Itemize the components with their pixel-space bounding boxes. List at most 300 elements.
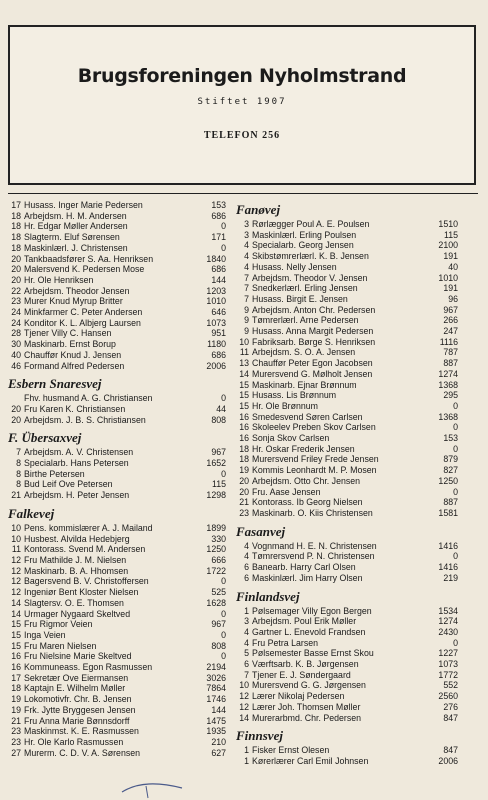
- phone-number: 115: [443, 229, 458, 240]
- phone-number: 0: [453, 486, 458, 497]
- directory-entry: [8, 447, 226, 458]
- directory-entry: [236, 638, 458, 649]
- resident-name: Husass. Inger Marie Pedersen: [24, 200, 143, 210]
- directory-entry: [8, 307, 226, 318]
- phone-number: 96: [448, 293, 458, 304]
- directory-entry: [8, 200, 226, 211]
- phone-number: 1899: [206, 522, 226, 533]
- resident-name: Kommuneass. Egon Rasmussen: [24, 662, 153, 673]
- house-number: 23: [239, 507, 249, 518]
- house-number: [8, 393, 24, 404]
- resident-name: Murerarbmd. Chr. Pedersen: [252, 712, 362, 723]
- directory-entry: [236, 487, 458, 498]
- house-number: 40: [11, 349, 21, 360]
- phone-number: 666: [211, 554, 226, 565]
- house-number: 12: [11, 554, 21, 565]
- resident-name: Husass. Nelly Jensen: [252, 261, 337, 272]
- resident-name: Chauffør Peter Egon Jacobsen: [252, 358, 373, 369]
- house-number: 9: [244, 315, 249, 326]
- phone-number: 1010: [206, 296, 226, 307]
- phone-number: 1274: [438, 368, 458, 379]
- resident-name: Bud Leif Ove Petersen: [24, 479, 113, 490]
- house-number: 1: [244, 755, 249, 766]
- directory-entry: [8, 221, 226, 232]
- house-number: 16: [239, 433, 249, 444]
- resident-name: Murersvend G. Mølholt Jensen: [252, 368, 373, 379]
- resident-name: Arbejdsm. Poul Erik Møller: [252, 616, 357, 627]
- resident-name: Maskinmst. K. E. Rasmussen: [24, 726, 139, 737]
- house-number: 10: [239, 336, 249, 347]
- directory-entry: [8, 232, 226, 243]
- resident-name: Rørlægger Poul A. E. Poulsen: [252, 219, 370, 229]
- resident-name: Fabriksarb. Børge S. Henriksen: [252, 336, 376, 347]
- phone-number: 627: [211, 747, 226, 758]
- house-number: 15: [11, 619, 21, 630]
- resident-name: Arbejdsm. J. B. S. Christiansen: [24, 414, 146, 425]
- phone-number: 2006: [438, 755, 458, 766]
- house-number: 23: [11, 726, 21, 737]
- directory-entry: [8, 662, 226, 673]
- house-number: 11: [239, 347, 249, 358]
- phone-number: 1010: [438, 272, 458, 283]
- street-heading: F. Übersaxvej: [8, 430, 82, 446]
- directory-entry: [8, 286, 226, 297]
- resident-name: Formand Alfred Pedersen: [24, 360, 125, 371]
- phone-number: 2006: [206, 360, 226, 371]
- directory-entry: [8, 415, 226, 426]
- phone-number: 3026: [206, 672, 226, 683]
- house-number: 4: [244, 261, 249, 272]
- house-number: 12: [239, 691, 249, 702]
- house-number: 15: [239, 379, 249, 390]
- phone-number: 646: [211, 307, 226, 318]
- phone-number: 7864: [206, 683, 226, 694]
- directory-entry: [236, 562, 458, 573]
- directory-entry: [8, 566, 226, 577]
- resident-name: Arbejdsm. S. O. A. Jensen: [252, 347, 356, 358]
- phone-number: 266: [443, 315, 458, 326]
- resident-name: Kontorass. Svend M. Andersen: [24, 544, 146, 555]
- house-number: 14: [11, 597, 21, 608]
- house-number: 16: [11, 651, 21, 662]
- phone-number: 144: [211, 704, 226, 715]
- house-number: 24: [11, 317, 21, 328]
- directory-entry: [236, 369, 458, 380]
- phone-number: 967: [211, 619, 226, 630]
- directory-entry: [236, 380, 458, 391]
- resident-name: Værftsarb. K. B. Jørgensen: [252, 659, 359, 670]
- ad-title: Brugsforeningen Nyholmstrand: [77, 65, 407, 87]
- house-number: 20: [239, 486, 249, 497]
- phone-number: 0: [221, 608, 226, 619]
- house-number: 10: [11, 533, 21, 544]
- resident-name: Murersvend Friley Frede Jensen: [252, 454, 379, 465]
- street-heading: Fasanvej: [236, 523, 286, 539]
- resident-name: Murerm. C. D. V. A. Sørensen: [24, 747, 141, 758]
- resident-name: Fru. Aase Jensen: [252, 486, 321, 497]
- directory-entry: [236, 680, 458, 691]
- directory-entry: [8, 254, 226, 265]
- resident-name: Gartner L. Enevold Frandsen: [252, 626, 366, 637]
- directory-entry: [8, 458, 226, 469]
- phone-number: 1475: [206, 715, 226, 726]
- house-number: 20: [239, 475, 249, 486]
- directory-entry: [236, 315, 458, 326]
- house-number: 15: [11, 629, 21, 640]
- house-number: 8: [16, 458, 21, 469]
- phone-number: 1368: [438, 411, 458, 422]
- phone-number: 1203: [206, 285, 226, 296]
- resident-name: Fru Petra Larsen: [252, 637, 319, 648]
- directory-entry: [8, 683, 226, 694]
- house-number: 22: [11, 285, 21, 296]
- directory-entry: [8, 619, 226, 630]
- house-number: 16: [11, 662, 21, 673]
- phone-number: 2194: [206, 662, 226, 673]
- directory-entry: [8, 694, 226, 705]
- house-number: 3: [244, 229, 249, 240]
- resident-name: Fisker Ernst Olesen: [252, 745, 330, 756]
- phone-number: 0: [221, 629, 226, 640]
- phone-number: 153: [443, 433, 458, 444]
- resident-name: Banearb. Harry Carl Olsen: [252, 562, 356, 573]
- resident-name: Fru Karen K. Christiansen: [24, 403, 126, 414]
- resident-name: Frk. Jytte Bryggesen Jensen: [24, 704, 136, 715]
- directory-entry: [8, 328, 226, 339]
- phone-number: 153: [211, 200, 226, 210]
- phone-number: 144: [211, 274, 226, 285]
- house-number: 19: [11, 704, 21, 715]
- house-number: 18: [239, 454, 249, 465]
- house-number: 7: [244, 283, 249, 294]
- resident-name: Urmager Nygaard Skeltved: [24, 608, 131, 619]
- house-number: 30: [11, 339, 21, 350]
- resident-name: Sekretær Ove Eiermansen: [24, 672, 129, 683]
- resident-name: Hr. Oskar Frederik Jensen: [252, 443, 355, 454]
- directory-entry: [8, 576, 226, 587]
- resident-name: Slagtersv. O. E. Thomsen: [24, 597, 124, 608]
- resident-name: Tjener E. J. Søndergaard: [252, 669, 351, 680]
- resident-name: Fru Rigmor Veien: [24, 619, 93, 630]
- phone-number: 0: [453, 400, 458, 411]
- phone-number: 686: [211, 264, 226, 275]
- resident-name: Fru Anna Marie Bønnsdorff: [24, 715, 130, 726]
- directory-entry: [8, 726, 226, 737]
- resident-name: Chauffør Knud J. Jensen: [24, 349, 122, 360]
- directory-entry: [8, 748, 226, 759]
- directory-entry: [236, 294, 458, 305]
- house-number: 4: [244, 637, 249, 648]
- house-number: 16: [239, 422, 249, 433]
- directory-entry: [8, 318, 226, 329]
- phone-number: 1298: [206, 490, 226, 501]
- directory-entry: [8, 350, 226, 361]
- house-number: 4: [244, 551, 249, 562]
- house-number: 12: [11, 576, 21, 587]
- house-number: 21: [11, 490, 21, 501]
- directory-entry: [236, 573, 458, 584]
- phone-number: 1180: [207, 339, 226, 350]
- resident-name: Arbejdsm. A. V. Christensen: [24, 447, 134, 458]
- house-number: 1: [244, 745, 249, 756]
- phone-number: 1628: [206, 597, 226, 608]
- street-heading: Finnsvej: [236, 728, 283, 744]
- directory-entry: [236, 476, 458, 487]
- directory-entry: [8, 469, 226, 480]
- directory-entry: [236, 283, 458, 294]
- house-number: 18: [11, 683, 21, 694]
- directory-entry: [236, 444, 458, 455]
- resident-name: Tjener Villy C. Hansen: [24, 328, 112, 339]
- resident-name: Arbejdsm. H. Peter Jensen: [24, 490, 130, 501]
- directory-entry: [236, 756, 458, 767]
- directory-entry: [8, 705, 226, 716]
- resident-name: Fhv. husmand A. G. Christiansen: [24, 393, 153, 404]
- phone-number: 1416: [438, 540, 458, 551]
- resident-name: Husass. Lis Brønnum: [252, 390, 337, 401]
- directory-entry: [236, 551, 458, 562]
- resident-name: Lærer Nikolaj Pedersen: [252, 691, 345, 702]
- resident-name: Sonja Skov Carlsen: [252, 433, 330, 444]
- directory-entry: [236, 422, 458, 433]
- directory-entry: [8, 630, 226, 641]
- phone-number: 0: [221, 576, 226, 587]
- directory-entry: [236, 508, 458, 519]
- phone-number: 44: [216, 403, 226, 414]
- phone-number: 1534: [438, 605, 458, 616]
- house-number: 12: [239, 701, 249, 712]
- resident-name: Arbejdsm. H. M. Andersen: [24, 210, 127, 221]
- phone-number: 40: [448, 261, 458, 272]
- phone-number: 887: [443, 497, 458, 508]
- directory-entry: [8, 339, 226, 350]
- directory-entry: [8, 296, 226, 307]
- directory-entry: [8, 404, 226, 415]
- directory-entry: [236, 454, 458, 465]
- phone-number: 1274: [438, 616, 458, 627]
- directory-entry: [236, 465, 458, 476]
- house-number: 24: [11, 307, 21, 318]
- house-number: 18: [11, 221, 21, 232]
- resident-name: Maskinarb. Ejnar Brønnum: [252, 379, 357, 390]
- directory-entry: [8, 651, 226, 662]
- house-number: 11: [11, 544, 21, 555]
- directory-entry: [236, 347, 458, 358]
- house-number: 5: [244, 648, 249, 659]
- resident-name: Slagterm. Eluf Sørensen: [24, 232, 120, 243]
- resident-name: Tømrerlærl. Arne Pedersen: [252, 315, 359, 326]
- street-heading: Finlandsvej: [236, 588, 300, 604]
- directory-entry: [236, 230, 458, 241]
- phone-number: 219: [443, 572, 458, 583]
- phone-number: 1416: [438, 562, 458, 573]
- directory-entry: [8, 275, 226, 286]
- directory-entry: [236, 606, 458, 617]
- directory-entry: [236, 713, 458, 724]
- directory-entry: [8, 673, 226, 684]
- resident-name: Fru Mathilde J. M. Nielsen: [24, 554, 127, 565]
- phone-number: 247: [443, 326, 458, 337]
- resident-name: Pølsemager Villy Egon Bergen: [252, 605, 372, 616]
- resident-name: Hr. Edgar Møller Andersen: [24, 221, 128, 232]
- street-heading: Esbern Snaresvej: [8, 376, 102, 392]
- resident-name: Fru Nielsine Marie Skeltved: [24, 651, 132, 662]
- directory-entry: [8, 609, 226, 620]
- phone-number: 330: [211, 533, 226, 544]
- resident-name: Birthe Petersen: [24, 468, 85, 479]
- resident-name: Tankbaadsfører S. Aa. Henriksen: [24, 253, 154, 264]
- directory-entry: [236, 497, 458, 508]
- house-number: 17: [11, 672, 21, 683]
- resident-name: Specialarb. Hans Petersen: [24, 458, 129, 469]
- directory-entry: [236, 337, 458, 348]
- phone-number: 0: [221, 651, 226, 662]
- directory-entry: [8, 264, 226, 275]
- resident-name: Lærer Joh. Thomsen Møller: [252, 701, 361, 712]
- resident-name: Skoleelev Preben Skov Carlsen: [252, 422, 376, 433]
- resident-name: Minkfarmer C. Peter Andersen: [24, 307, 143, 318]
- resident-name: Kontorass. Ib Georg Nielsen: [252, 497, 363, 508]
- house-number: 16: [239, 411, 249, 422]
- directory-entry: [236, 251, 458, 262]
- directory-entry: [236, 541, 458, 552]
- house-number: 7: [244, 669, 249, 680]
- directory-entry: [236, 390, 458, 401]
- directory-entry: [236, 659, 458, 670]
- house-number: 3: [244, 219, 249, 229]
- directory-entry: [236, 401, 458, 412]
- house-number: 13: [239, 358, 249, 369]
- phone-number: 1116: [439, 336, 458, 347]
- directory-entry: [236, 240, 458, 251]
- phone-number: 2430: [438, 626, 458, 637]
- phone-number: 847: [443, 712, 458, 723]
- house-number: 19: [11, 694, 21, 705]
- resident-name: Inga Veien: [24, 629, 66, 640]
- phone-number: 1581: [438, 507, 458, 518]
- house-number: 9: [244, 326, 249, 337]
- phone-number: 2560: [438, 691, 458, 702]
- directory-entry: [8, 534, 226, 545]
- phone-number: 847: [443, 745, 458, 756]
- phone-number: 1722: [206, 565, 226, 576]
- resident-name: Murer Knud Myrup Britter: [24, 296, 123, 307]
- phone-number: 967: [443, 304, 458, 315]
- resident-name: Arbejdsm. Anton Chr. Pedersen: [252, 304, 376, 315]
- resident-name: Husbest. Alvilda Hedebjerg: [24, 533, 130, 544]
- phone-number: 191: [443, 283, 458, 294]
- house-number: 3: [244, 616, 249, 627]
- resident-name: Hr. Ole Brønnum: [252, 400, 318, 411]
- directory-entry: [8, 479, 226, 490]
- phone-number: 1073: [438, 659, 458, 670]
- directory-entry: [8, 211, 226, 222]
- resident-name: Arbejdsm. Theodor V. Jensen: [252, 272, 368, 283]
- phone-number: 0: [453, 551, 458, 562]
- phone-number: 210: [211, 736, 226, 747]
- resident-name: Bagersvend B. V. Christoffersen: [24, 576, 149, 587]
- house-number: 27: [11, 747, 21, 758]
- resident-name: Lokomotivfr. Chr. B. Jensen: [24, 694, 132, 705]
- directory-entry: [236, 702, 458, 713]
- house-number: 20: [11, 403, 21, 414]
- phone-number: 1510: [438, 219, 458, 229]
- phone-number: 295: [443, 390, 458, 401]
- phone-number: 276: [443, 701, 458, 712]
- house-number: 15: [239, 390, 249, 401]
- phone-number: 0: [221, 393, 226, 404]
- resident-name: Husass. Anna Margit Pedersen: [252, 326, 374, 337]
- resident-name: Hr. Ole Henriksen: [24, 274, 94, 285]
- phone-number: 2100: [438, 240, 458, 251]
- phone-number: 1935: [206, 726, 226, 737]
- house-number: 4: [244, 240, 249, 251]
- resident-name: Maskinarb. O. Kiis Christensen: [252, 507, 373, 518]
- ad-subtitle: Stiftet 1907: [197, 97, 287, 107]
- resident-name: Hr. Ole Karlo Rasmussen: [24, 736, 124, 747]
- resident-name: Maskinarb. B. A. Hhomsen: [24, 565, 129, 576]
- house-number: 6: [244, 659, 249, 670]
- resident-name: Smedesvend Søren Carlsen: [252, 411, 363, 422]
- resident-name: Vognmand H. E. N. Christensen: [252, 540, 377, 551]
- resident-name: Ingeniør Bent Kloster Nielsen: [24, 587, 139, 598]
- directory-entry: [236, 670, 458, 681]
- phone-number: 0: [453, 443, 458, 454]
- resident-name: Fru Maren Nielsen: [24, 640, 97, 651]
- phone-number: 1250: [438, 475, 458, 486]
- phone-number: 967: [211, 447, 226, 458]
- house-number: 28: [11, 328, 21, 339]
- right-column: [236, 200, 458, 767]
- phone-number: 787: [443, 347, 458, 358]
- resident-name: Maskinarb. Ernst Borup: [24, 339, 116, 350]
- directory-entry: [236, 616, 458, 627]
- resident-name: Pens. kommislærer A. J. Mailand: [24, 522, 153, 533]
- house-number: 18: [11, 232, 21, 243]
- phone-number: 1073: [206, 317, 226, 328]
- resident-name: Maskinlærl. Erling Poulsen: [252, 229, 357, 240]
- house-number: 18: [11, 242, 21, 253]
- directory-entry: [236, 745, 458, 756]
- resident-name: Skibstømrerlærl. K. B. Jensen: [252, 251, 369, 262]
- phone-number: 552: [443, 680, 458, 691]
- resident-name: Kommis Leonhardt M. P. Mosen: [252, 465, 377, 476]
- phone-number: 827: [443, 465, 458, 476]
- phone-number: 1227: [438, 648, 458, 659]
- phone-number: 525: [211, 587, 226, 598]
- resident-name: Konditor K. L. Albjerg Laursen: [24, 317, 141, 328]
- directory-entry: [8, 737, 226, 748]
- directory-entry: [236, 273, 458, 284]
- directory-entry: [8, 393, 226, 404]
- house-number: 23: [11, 296, 21, 307]
- resident-name: Tømrersvend P. N. Christensen: [252, 551, 375, 562]
- directory-entry: [236, 412, 458, 423]
- house-number: 10: [11, 522, 21, 533]
- phone-number: 1250: [206, 544, 226, 555]
- phone-number: 1746: [206, 694, 226, 705]
- house-number: 15: [11, 640, 21, 651]
- phone-number: 686: [211, 210, 226, 221]
- house-number: 10: [239, 680, 249, 691]
- resident-name: Kørerlærer Carl Emil Johnsen: [252, 755, 369, 766]
- house-number: 6: [244, 572, 249, 583]
- resident-name: Pølsemester Basse Ernst Skou: [252, 648, 374, 659]
- phone-number: 808: [211, 414, 226, 425]
- resident-name: Husass. Birgit E. Jensen: [252, 293, 348, 304]
- house-number: 18: [11, 210, 21, 221]
- directory-entry: [8, 544, 226, 555]
